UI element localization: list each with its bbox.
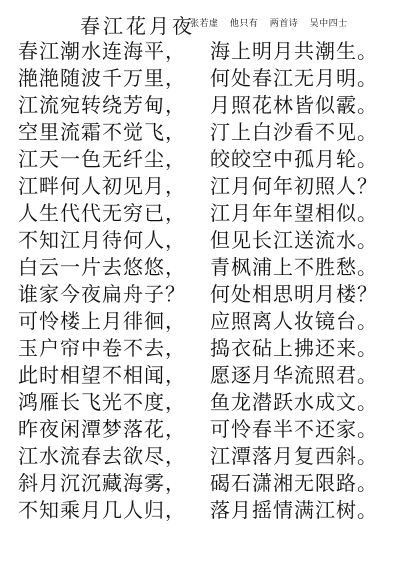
poem-line-first-half: 不知江月待何人，	[18, 228, 186, 252]
poem-line-second-half: 愿逐月华流照君。	[210, 363, 378, 387]
credit-author: 张若虚	[190, 19, 219, 29]
poem-line-first-half: 白云一片去悠悠，	[18, 255, 186, 279]
document-header	[0, 6, 400, 36]
poem-title: 春江花月夜	[80, 14, 195, 38]
poem-line	[18, 308, 388, 335]
poem-line	[18, 119, 388, 146]
poem-line-first-half: 可怜楼上月徘徊，	[18, 309, 186, 333]
poem-line	[18, 254, 388, 281]
poem-line	[18, 146, 388, 173]
poem-line-second-half: 月照花林皆似霰。	[210, 93, 378, 117]
poem-line-first-half: 江水流春去欲尽，	[18, 444, 186, 468]
poem-body	[18, 38, 388, 524]
poem-line	[18, 389, 388, 416]
poem-line	[18, 470, 388, 497]
credit-note-1: 他只有	[229, 19, 259, 29]
poem-line-first-half: 不知乘月几人归，	[18, 498, 186, 522]
poem-line-first-half: 玉户帘中卷不去，	[18, 336, 186, 360]
poem-line	[18, 92, 388, 119]
poem-line-first-half: 江畔何人初见月，	[18, 174, 186, 198]
poem-line	[18, 38, 388, 65]
poem-line	[18, 173, 388, 200]
poem-line	[18, 227, 388, 254]
credit-note-2: 两首诗	[269, 19, 299, 29]
poem-line	[18, 281, 388, 308]
poem-line-first-half: 昨夜闲潭梦落花，	[18, 417, 186, 441]
poem-line-second-half: 何处相思明月楼？	[210, 282, 378, 306]
poem-line-second-half: 江月何年初照人？	[210, 174, 378, 198]
poem-line-first-half: 江流宛转绕芳甸，	[18, 93, 186, 117]
poem-line	[18, 65, 388, 92]
poem-line-first-half: 春江潮水连海平，	[18, 39, 186, 63]
poem-line-second-half: 海上明月共潮生。	[210, 39, 378, 63]
poem-line-second-half: 落月摇情满江树。	[210, 498, 378, 522]
poem-credits	[190, 16, 356, 29]
poem-line-second-half: 碣石潇湘无限路。	[210, 471, 378, 495]
poem-line-second-half: 青枫浦上不胜愁。	[210, 255, 378, 279]
poem-line-second-half: 江潭落月复西斜。	[210, 444, 378, 468]
poem-line-second-half: 捣衣砧上拂还来。	[210, 336, 378, 360]
poem-line-second-half: 鱼龙潜跃水成文。	[210, 390, 378, 414]
poem-line	[18, 416, 388, 443]
poem-line-second-half: 皎皎空中孤月轮。	[210, 147, 378, 171]
poem-line-first-half: 斜月沉沉藏海雾，	[18, 471, 186, 495]
poem-line-second-half: 何处春江无月明。	[210, 66, 378, 90]
credit-note-3: 吴中四士	[309, 19, 348, 29]
poem-line	[18, 362, 388, 389]
poem-line-second-half: 汀上白沙看不见。	[210, 120, 378, 144]
poem-line-first-half: 江天一色无纤尘，	[18, 147, 186, 171]
poem-line-first-half: 鸿雁长飞光不度，	[18, 390, 186, 414]
poem-line	[18, 443, 388, 470]
poem-line	[18, 200, 388, 227]
poem-line-second-half: 应照离人妆镜台。	[210, 309, 378, 333]
poem-line-first-half: 此时相望不相闻，	[18, 363, 186, 387]
poem-line	[18, 497, 388, 524]
poem-line-first-half: 人生代代无穷已，	[18, 201, 186, 225]
poem-line-second-half: 江月年年望相似。	[210, 201, 378, 225]
poem-line	[18, 335, 388, 362]
poem-line-first-half: 滟滟随波千万里，	[18, 66, 186, 90]
poem-line-first-half: 空里流霜不觉飞，	[18, 120, 186, 144]
poem-line-first-half: 谁家今夜扁舟子？	[18, 282, 186, 306]
poem-line-second-half: 可怜春半不还家。	[210, 417, 378, 441]
poem-line-second-half: 但见长江送流水。	[210, 228, 378, 252]
